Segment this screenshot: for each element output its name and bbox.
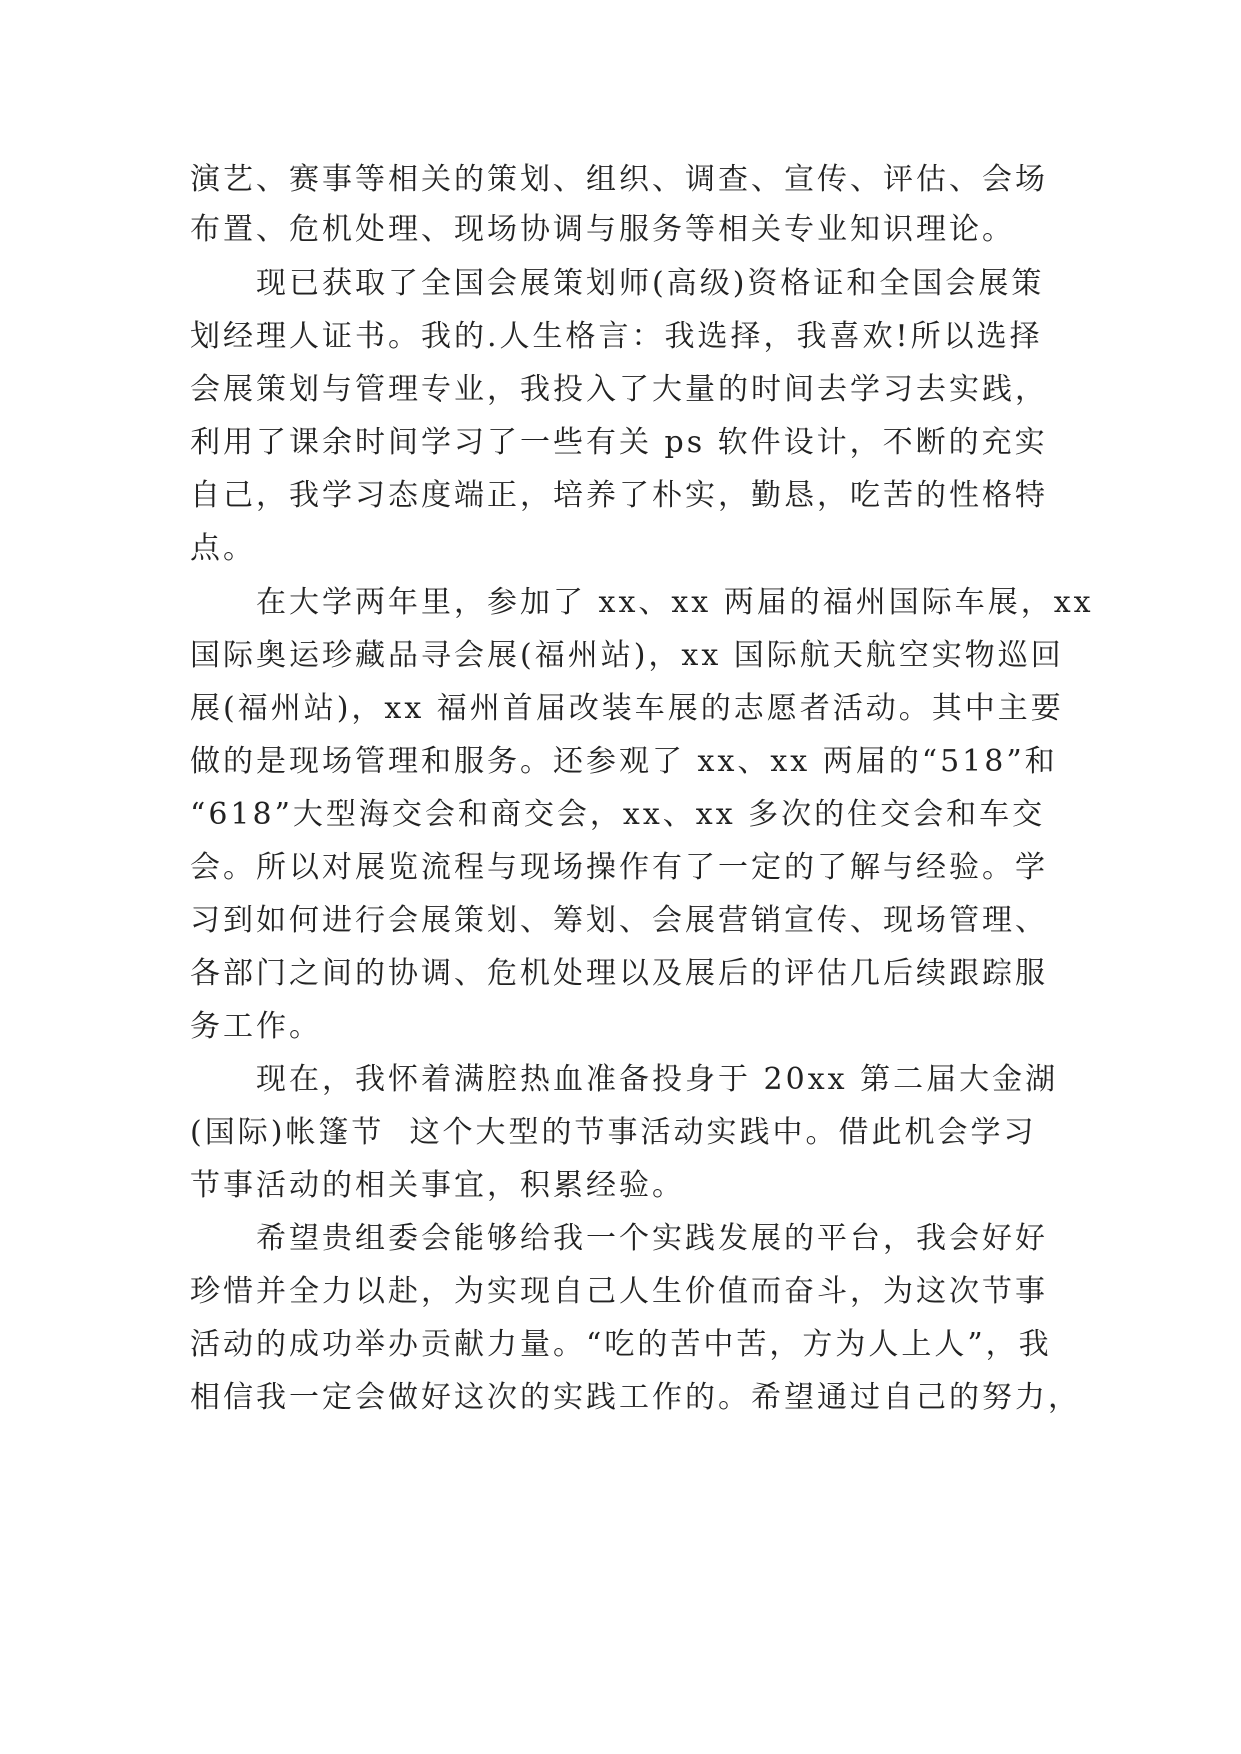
- text-line-11: 展(福州站)，xx 福州首届改装车展的志愿者活动。其中主要: [190, 691, 1064, 726]
- text-line-10: 国际奥运珍藏品寻会展(福州站)，xx 国际航天航空实物巡回: [190, 638, 1064, 673]
- text-line-13: “618”大型海交会和商交会，xx、xx 多次的住交会和车交: [190, 797, 1046, 832]
- text-line-18: 现在，我怀着满腔热血准备投身于 20xx 第二届大金湖: [190, 1062, 1059, 1097]
- text-line-20: 节事活动的相关事宜，积累经验。: [190, 1168, 685, 1203]
- text-line-24: 相信我一定会做好这次的实践工作的。希望通过自己的努力，: [190, 1380, 1081, 1415]
- text-line-9: 在大学两年里，参加了 xx、xx 两届的福州国际车展，xx: [190, 585, 1094, 620]
- text-line-21: 希望贵组委会能够给我一个实践发展的平台，我会好好: [190, 1221, 1048, 1256]
- text-line-6: 利用了课余时间学习了一些有关 ps 软件设计，不断的充实: [190, 425, 1048, 460]
- text-line-15: 习到如何进行会展策划、筹划、会展营销宣传、现场管理、: [190, 903, 1048, 938]
- text-line-3: 现已获取了全国会展策划师(高级)资格证和全国会展策: [190, 266, 1045, 301]
- text-line-7: 自己，我学习态度端正，培养了朴实，勤恳，吃苦的性格特: [190, 478, 1048, 513]
- text-line-14: 会。所以对展览流程与现场操作有了一定的了解与经验。学: [190, 850, 1048, 885]
- text-line-19: (国际)帐篷节 这个大型的节事活动实践中。借此机会学习: [190, 1115, 1037, 1150]
- text-line-4: 划经理人证书。我的.人生格言：我选择，我喜欢!所以选择: [190, 319, 1043, 354]
- text-line-2: 布置、危机处理、现场协调与服务等相关专业知识理论。: [190, 212, 1015, 247]
- text-line-12: 做的是现场管理和服务。还参观了 xx、xx 两届的“518”和: [190, 744, 1058, 779]
- text-line-16: 各部门之间的协调、危机处理以及展后的评估几后续跟踪服: [190, 956, 1048, 991]
- text-line-17: 务工作。: [190, 1009, 322, 1044]
- text-line-5: 会展策划与管理专业，我投入了大量的时间去学习去实践，: [190, 372, 1048, 407]
- text-line-22: 珍惜并全力以赴，为实现自己人生价值而奋斗，为这次节事: [190, 1274, 1048, 1309]
- text-line-23: 活动的成功举办贡献力量。“吃的苦中苦，方为人上人”，我: [190, 1327, 1052, 1362]
- text-line-1: 演艺、赛事等相关的策划、组织、调查、宣传、评估、会场: [190, 162, 1048, 197]
- text-line-8: 点。: [190, 531, 256, 566]
